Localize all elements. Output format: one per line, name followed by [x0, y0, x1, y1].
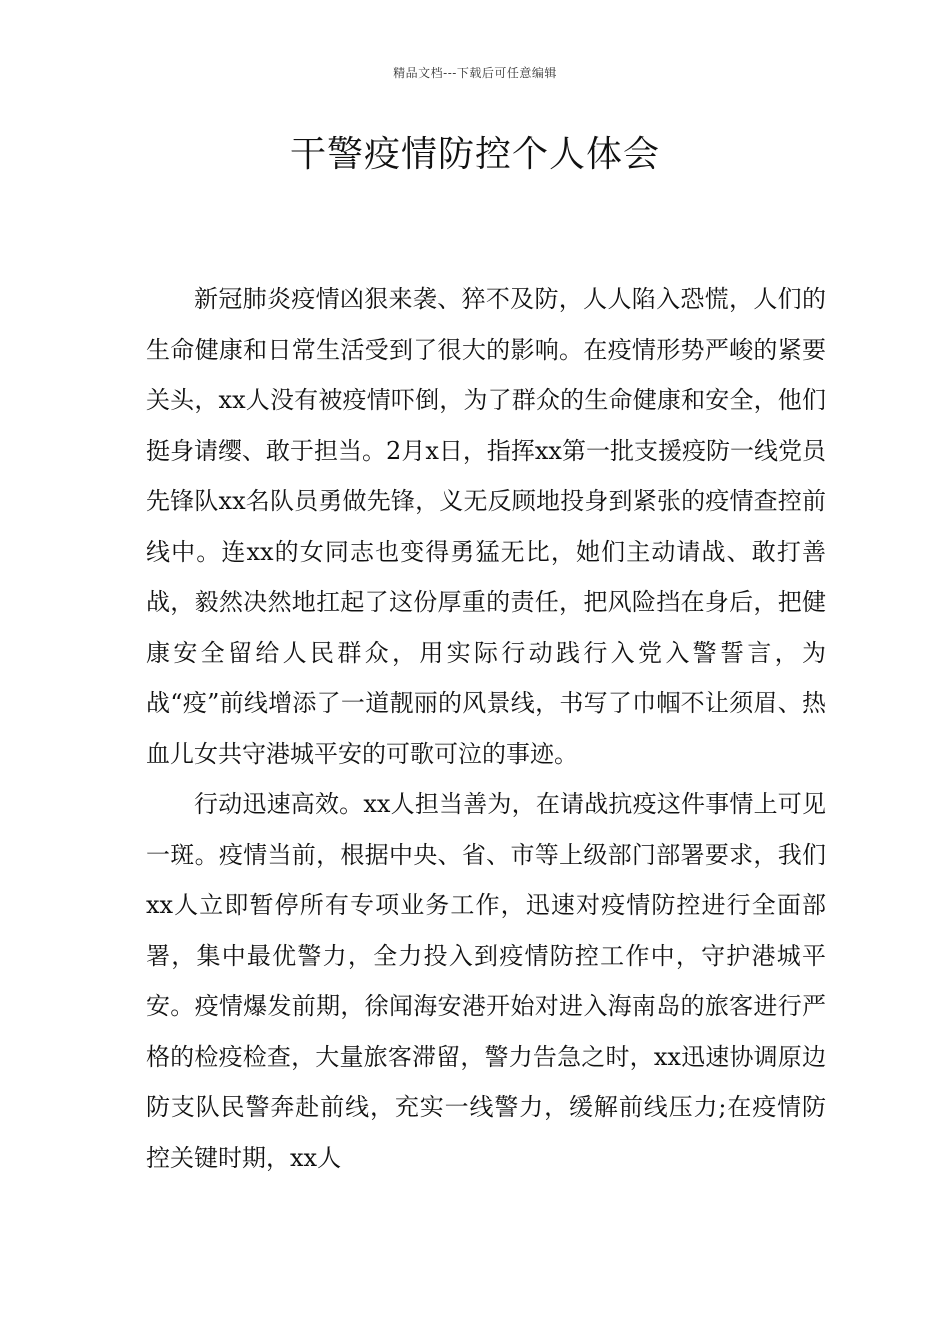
- paragraph-2: 行动迅速高效。xx人担当善为，在请战抗疫这件事情上可见一斑。疫情当前，根据中央、省、市等上级部门部署要求，我们xx人立即暂停所有专项业务工作，迅速对疫情防控进行全面部署，集中最优警力，全力投入到疫情防控工作中，守护港城平安。疫情爆发前期，徐闻海安港开始对进入海南岛的旅客进行严格的检疫检查，大量旅客滞留，警力告急之时，xx迅速协调原边防支队民警奔赴前线，充实一线警力，缓解前线压力;在疫情防控关键时期，xx人: [146, 790, 826, 1172]
- header-note: 精品文档---下载后可任意编辑: [393, 66, 557, 80]
- document-body: [146, 274, 826, 1183]
- paragraph-1: 新冠肺炎疫情凶狠来袭、猝不及防，人人陷入恐慌，人们的生命健康和日常生活受到了很大的影响。在疫情形势严峻的紧要关头，xx人没有被疫情吓倒，为了群众的生命健康和安全，他们挺身请缨、敢于担当。2月x日，指挥xx第一批支援疫防一线党员先锋队xx名队员勇做先锋，义无反顾地投身到紧张的疫情查控前线中。连xx的女同志也变得勇猛无比，她们主动请战、敢打善战，毅然决然地扛起了这份厚重的责任，把风险挡在身后，把健康安全留给人民群众，用实际行动践行入党入警誓言，为战“疫”前线增添了一道靓丽的风景线，书写了巾帼不让须眉、热血儿女共守港城平安的可歌可泣的事迹。: [146, 285, 826, 768]
- page-title: 干警疫情防控个人体会: [289, 134, 660, 175]
